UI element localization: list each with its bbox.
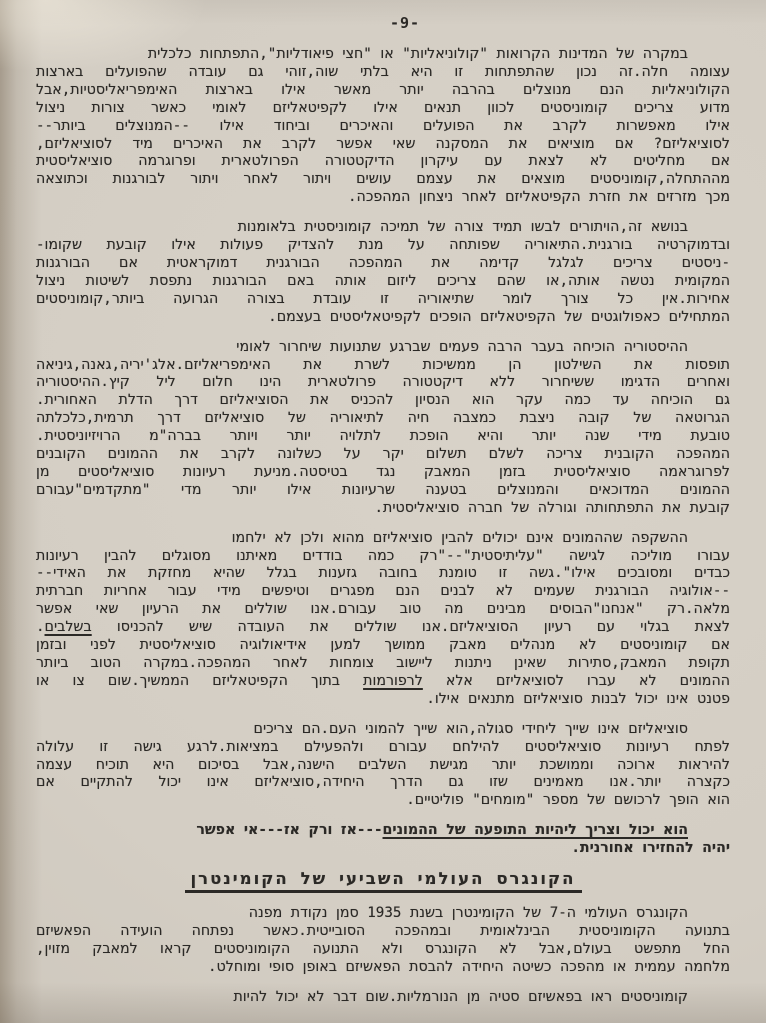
text-segment: הוא הופך לרכושם של מספר "מומחים" פוליטיים. xyxy=(406,792,730,809)
text-segment: לצאת בגלוי עם רעיון הסוציאליזם.אנו שוללים את העובדה שיש להכניסו xyxy=(91,619,730,636)
text-segment: מההתחלה,קומוניסטים מוצאים את עצמם עושים ויתור לאחר ויתור לבורגנות וכתוצאה xyxy=(36,171,730,188)
text-segment: כבדים ומסובכים אילו".גשה זו טומנת בחובה גזענות בגלל שהיא מחזקת את האידי-- xyxy=(36,565,730,582)
text-segment: ההמונים המדוכאים והמנוצלים בטענה שרעיונות אילו יותר מדי "מתקדמים"עבורם xyxy=(36,481,730,498)
text-line xyxy=(36,255,730,273)
text-line xyxy=(36,989,730,1007)
underlined-text: לרפורמות xyxy=(363,672,423,689)
page-number: -9- xyxy=(389,14,421,32)
text-line xyxy=(36,273,730,291)
paragraph xyxy=(36,905,730,977)
text-segment: המקומית נטשה אותה,או שהם צריכים ליזום אותה באם הבורגנות נתפסת לשיטות ניצול xyxy=(36,272,730,289)
text-segment: -ניסטים צריכים לגלגל קדימה את המהפכה הבורגנית דמוקראטית אם הבורגנות xyxy=(36,254,730,271)
text-line xyxy=(36,905,730,923)
text-segment: מלחמה עממית או מהפכה כשיטה היחידה להבסת הפאשיזם באופן סופי ומוחלט. xyxy=(208,958,730,975)
text-segment: במקרה של המדינות הקרואות "קולוניאליות" או "חצי פיאודליות",התפתחות כלכלית xyxy=(147,46,688,62)
text-line xyxy=(36,530,730,548)
text-segment: בתוך הקפיטאליזם הממשיך.שום צו או xyxy=(36,672,364,689)
paragraph xyxy=(36,530,730,709)
text-segment: ובדמוקרטיה בורגנית.התיאוריה שפותחה על מנת להצדיק פעולות אילו קובעת שקומו- xyxy=(36,237,730,254)
text-line xyxy=(36,118,730,136)
text-segment: תקופת המאבק,סתירות שאינן ניתנות ליישוב צומחות לאחר המהפכה.במקרה הטוב ביותר xyxy=(36,655,730,671)
paragraph xyxy=(36,46,730,207)
text-line xyxy=(36,428,730,446)
text-segment: סוציאליזם אינו שייך ליחידי סגולה,הוא שייך להמוני העם.הם צריכים xyxy=(253,720,688,737)
text-line xyxy=(36,757,730,775)
paragraph xyxy=(36,339,730,518)
text-line xyxy=(36,655,730,673)
text-segment: הגרוטאה של קובה ניצבת כמצבה חיה לתיאוריה של סוציאליזם דרך תרמית,כלכלתה xyxy=(36,410,730,427)
text-segment: הקולוניאליות הנם מנוצלים בהרבה יותר מאשר אילו בארצות האימפריאליסטיות,אבל xyxy=(36,81,730,98)
text-segment: הקונגרס העולמי ה-7 של הקומינטרן בשנת 1935 סמן נקודת מפנה xyxy=(248,904,688,921)
text-line xyxy=(36,500,730,518)
text-segment: ---אז ורק אז---אי אפשר xyxy=(196,822,383,839)
underlined-text: בשלבים xyxy=(44,619,92,636)
text-line xyxy=(36,637,730,655)
text-line xyxy=(36,482,730,500)
text-line xyxy=(36,565,730,583)
text-line xyxy=(36,959,730,977)
text-line xyxy=(36,309,730,327)
text-line xyxy=(36,219,730,237)
text-segment: ההיסטוריה הוכיחה בעבר הרבה פעמים שברגע שתנועות שיחרור לאומי xyxy=(236,338,688,355)
text-line xyxy=(36,673,730,691)
text-segment: ההמונים לא עברו לסוציאליזם אלא xyxy=(422,672,730,689)
text-segment: המתחילים כאפולוגטים של הקפיטאליזם הופכים לקפיטאליסטים בעצמם. xyxy=(268,308,730,325)
text-line xyxy=(36,601,730,619)
text-line xyxy=(36,392,730,410)
text-line xyxy=(36,357,730,375)
text-segment: עצומה חלה.זה נכון שהתפתחות זו היא בלתי שוה,זוהי גם עובדה שהפועלים בארצות xyxy=(36,63,730,80)
text-line xyxy=(36,870,730,893)
text-line xyxy=(36,548,730,566)
underlined-text: הוא יכול וצריך ליהיות התופעה של ההמונים xyxy=(382,822,688,839)
text-segment: אילו מאפשרות לקרב את הפועלים והאיכרים וביחוד אילו --המנוצלים ביותר-- xyxy=(36,117,730,134)
text-segment: מכך מזרזים את חזרת הקפיטאליזם לאחר ניצחון המהפכה. xyxy=(348,189,730,206)
underlined-text: הקונגרס העולמי השביעי של הקומינטרן xyxy=(185,870,582,893)
text-segment: מלאה.רק "אנחנו"הבוסים מבינים מה טוב עבורם.אנו שוללים את הרעיון שאי אפשר xyxy=(36,601,730,618)
text-line xyxy=(36,374,730,392)
text-segment: ואחרים הדגימו ששיחרור ללא דיקטטורה פרולטארית הינו חלום ליל קיץ.ההיסטוריה xyxy=(36,374,730,391)
text-segment: להיראות ארוכה וממושכת יותר מגישת השלבים הישנה,אבל בסיכום היא תוכיח עצמה xyxy=(36,756,730,773)
paragraph xyxy=(36,721,730,811)
text-line xyxy=(36,100,730,118)
text-segment: בתנועה הקומוניסטית הבינלאומית ובמהפכה הסובייטית.כאשר נפתחה הועידה הפאשיזם xyxy=(36,922,730,939)
text-line xyxy=(36,840,730,858)
paragraph xyxy=(36,822,730,858)
text-line xyxy=(36,923,730,941)
text-segment: . xyxy=(36,619,45,636)
text-line xyxy=(36,46,730,64)
text-line xyxy=(36,410,730,428)
text-line xyxy=(36,339,730,357)
text-line xyxy=(36,237,730,255)
text-line xyxy=(36,583,730,601)
text-line xyxy=(36,291,730,309)
text-line xyxy=(36,189,730,207)
text-segment: גם הוכיחה עד כמה עקר הוא הנסיון להכניס את הסוציאליזם דרך הדלת האחורית. xyxy=(36,392,730,409)
text-segment: עבורו מוליכה לגישה "עליתיסטית"--"רק כמה בודדים מאיתנו מסוגלים להבין רעיונות xyxy=(36,547,730,564)
text-line xyxy=(36,941,730,959)
text-line xyxy=(36,171,730,189)
text-line xyxy=(36,691,730,709)
text-segment: לפתח רעיונות סוציאליסטים להילחם עבורם ולהפעילם במציאות.לרגע גישה זו עלולה xyxy=(36,738,730,755)
text-segment: יהיה להחזירו אחורנית. xyxy=(571,840,730,857)
text-segment: המהפכה הקובנית צריכה לשלם תשלום יקר על כשלונה לקרב את ההמונים הקובנים xyxy=(36,446,730,463)
text-segment: קומוניסטים ראו בפאשיזם סטיה מן הנורמליות.שום דבר לא יכול להיות xyxy=(233,988,688,1005)
text-line xyxy=(36,822,730,840)
text-segment: בנושא זה,הויתורים לבשו תמיד צורה של תמיכה קומוניסטית בלאומנות xyxy=(237,219,688,236)
text-line xyxy=(36,136,730,154)
text-line xyxy=(36,739,730,757)
text-segment: אם מחליטים לא לצאת עם עיקרון הדיקטטורה הפרולטארית ופרוגרמה סוציאליסטית xyxy=(36,153,730,170)
text-line xyxy=(36,619,730,637)
text-segment: אחירות.אין כל צורך לומר שתיאוריה זו עובדת בצורה הגרועה ביותר,קומוניסטים xyxy=(36,290,730,307)
text-segment: החל מתפשט בעולם,אבל לא הקונגרס ולא התנועה הקומוניסטים קראו למאבק מזוין, xyxy=(36,940,730,957)
text-line xyxy=(36,82,730,100)
text-line xyxy=(36,792,730,810)
text-line xyxy=(36,64,730,82)
text-segment: תופסות את השילטון הן ממשיכות לשרת את האימפריאליזם.אלג'יריה,גאנה,גיניאה xyxy=(36,356,730,373)
text-line xyxy=(36,464,730,482)
section-heading xyxy=(36,870,730,893)
text-line xyxy=(36,446,730,464)
text-segment: לסוציאליזם? אם מוציאים את המסקנה שאי אפשר לקרב את האיכרים מיד לסוציאליזם, xyxy=(36,135,730,152)
text-segment: אם קומוניסטים לא מנהלים מאבק ממושך למען אידיאולוגיה סוציאליסטית לפני ובזמן xyxy=(36,637,730,654)
paragraph xyxy=(36,219,730,326)
text-segment: טובעת מידי שנה יותר והיא הופכת לתלויה יותר ויותר בברה"מ הרויזיוניסטית. xyxy=(36,428,730,445)
text-segment: פטנט אינו יכול לבנות סוציאליזם מתנאים אילו. xyxy=(426,690,730,707)
text-line xyxy=(36,153,730,171)
text-segment: --אולוגיה הבורגנית שעמים לא לבנים הנם מפגרים וטיפשים מידי עבור אחריות חברתית xyxy=(36,583,730,600)
text-line xyxy=(36,721,730,739)
text-segment: מדוע צריכים קומוניסטים לכוון תנאים אילו לקפיטאליזם לאומי כאשר צורות ניצול xyxy=(36,99,730,116)
text-line xyxy=(36,774,730,792)
document-body xyxy=(36,46,730,1019)
text-segment: ההשקפה שההמונים אינם יכולים להבין סוציאליזם מהוא ולכן לא ילחמו xyxy=(231,529,688,546)
text-segment: כקצרה יותר.אנו מאמינים שזו גם הדרך היחידה,סוציאליזם אינו יכול להתקיים אם xyxy=(36,774,730,791)
text-segment: קובעת את התפתחותה וגורלה של חברה סוציאליסטית. xyxy=(374,499,730,516)
text-segment: לפרוגראמה סוציאליסטית בזמן המאבק נגד בטיסטה.מניעת רעיונות סוציאליסטים מן xyxy=(36,463,730,480)
paragraph xyxy=(36,989,730,1007)
